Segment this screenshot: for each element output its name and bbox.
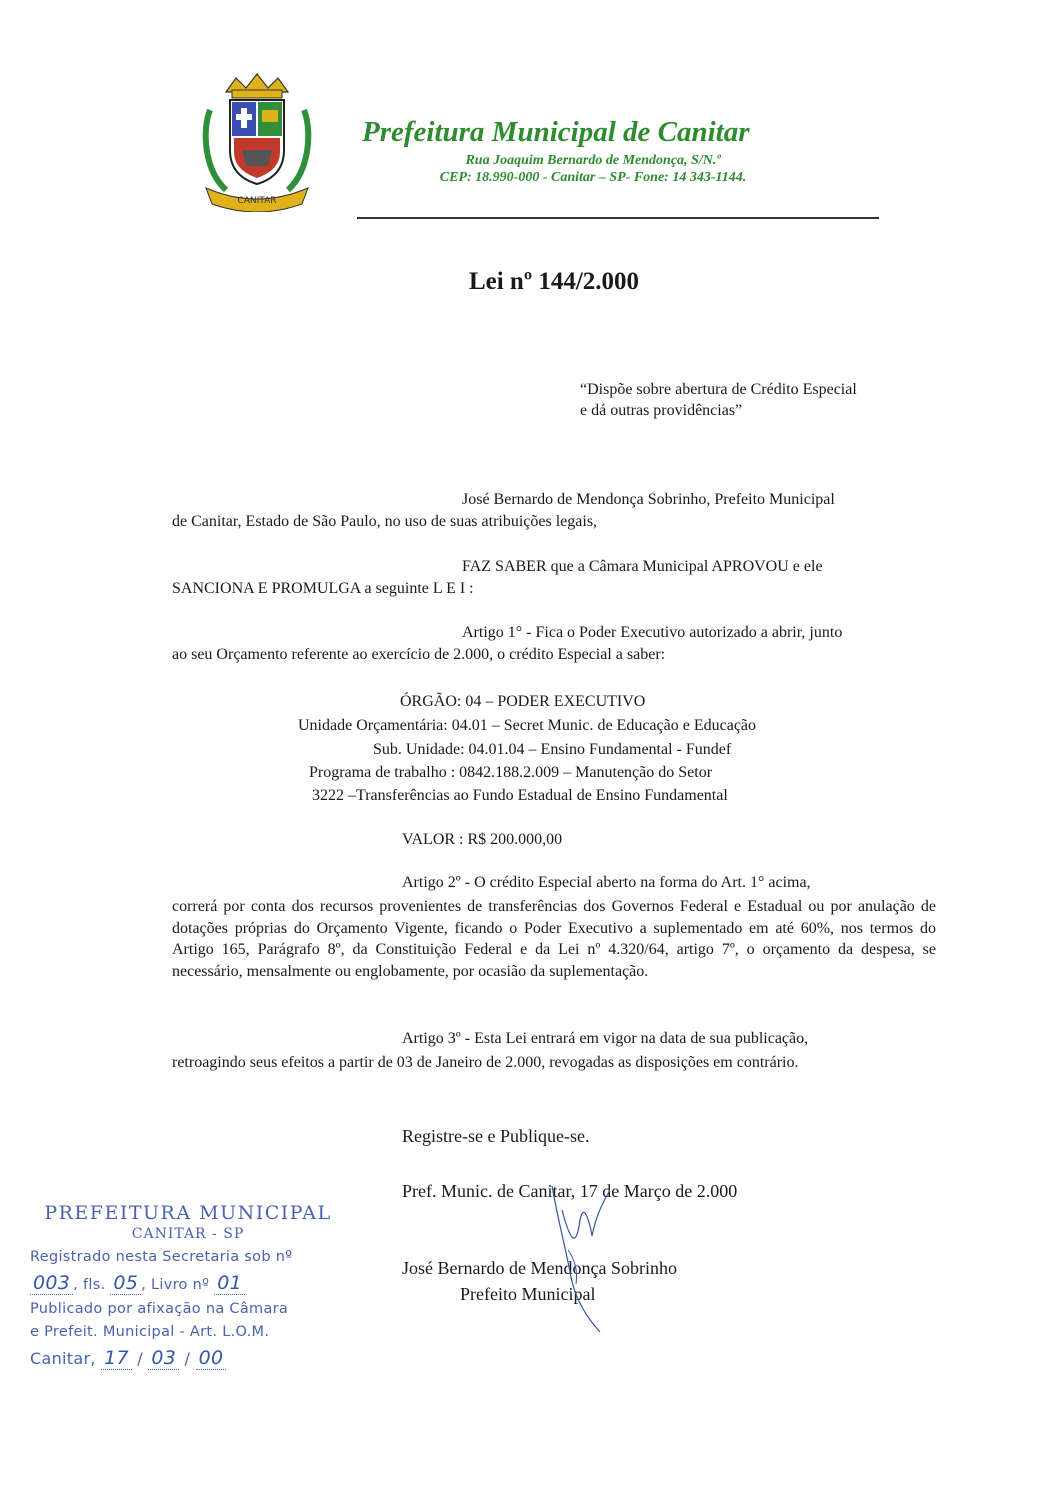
intro-line-1: José Bernardo de Mendonça Sobrinho, Prefeito Municipal	[462, 491, 835, 508]
org-address: Rua Joaquim Bernardo de Mendonça, S/N.º	[465, 153, 721, 168]
budget-programa: Programa de trabalho : 0842.188.2.009 – Manutenção do Setor	[309, 764, 713, 781]
registre-line: Registre-se e Publique-se.	[402, 1126, 590, 1146]
stamp-line-1: Registrado nesta Secretaria sob nº	[30, 1249, 293, 1265]
org-name: Prefeitura Municipal de Canitar	[362, 116, 750, 148]
org-address-block	[362, 152, 824, 186]
stamp-livro-number: 01	[214, 1272, 245, 1295]
org-contact: CEP: 18.990-000 - Canitar – SP- Fone: 14 343-1144.	[439, 170, 747, 185]
stamp-day: 17	[101, 1347, 132, 1370]
budget-sub-unidade: Sub. Unidade: 04.01.04 – Ensino Fundamental - Fundef	[373, 741, 732, 758]
artigo1-line-2: ao seu Orçamento referente ao exercício de 2.000, o crédito Especial a saber:	[172, 646, 666, 663]
faz-saber-line-1: FAZ SABER que a Câmara Municipal APROVOU e ele	[462, 558, 823, 575]
stamp-title: PREFEITURA MUNICIPAL	[44, 1202, 332, 1224]
budget-unidade: Unidade Orçamentária: 04.01 – Secret Munic. de Educação e Educação	[298, 717, 757, 734]
budget-elemento: 3222 –Transferências ao Fundo Estadual de Ensino Fundamental	[312, 787, 728, 804]
date-line: Pref. Munic. de Canitar, 17 de Março de 2.000	[402, 1181, 738, 1201]
handwritten-signature	[540, 1180, 630, 1340]
law-title: Lei nº 144/2.000	[468, 268, 640, 295]
stamp-subtitle: CANITAR - SP	[131, 1226, 245, 1242]
signer-name: José Bernardo de Mendonça Sobrinho	[402, 1258, 677, 1278]
artigo2-body: correrá por conta dos recursos provenientes de transferências dos Governos Federal e Estadual ou por anulação de dotações próprias do Orçamento Vigente, ficando o Poder Executivo a suplementado em até 60%, nos termos do Artigo 165, Parágrafo 8º, da Constituição Federal e da Lei nº 4.320/64, artigo 7º, o orçamento da despesa, se necessário, mensalmente ou englobamente, por ocasião da suplementação.	[172, 898, 936, 980]
ementa	[580, 379, 857, 421]
stamp-month: 03	[148, 1347, 179, 1370]
header-divider	[357, 217, 879, 219]
stamp-date-line: Canitar, 17 / 03 / 00	[30, 1347, 346, 1369]
artigo3-body: retroagindo seus efeitos a partir de 03 de Janeiro de 2.000, revogadas as disposições em contrário.	[172, 1054, 799, 1071]
stamp-line-4: e Prefeit. Municipal - Art. L.O.M.	[30, 1324, 270, 1340]
budget-valor: VALOR : R$ 200.000,00	[402, 831, 563, 848]
stamp-fls-number: 05	[110, 1272, 141, 1295]
ementa-line-2: e dá outras providências”	[580, 402, 743, 419]
faz-saber-line-2: SANCIONA E PROMULGA a seguinte L E I :	[172, 580, 474, 597]
signer-title: Prefeito Municipal	[460, 1284, 596, 1304]
municipal-crest-logo	[196, 70, 318, 212]
stamp-city-label: Canitar,	[30, 1349, 96, 1368]
stamp-registro-number: 003	[30, 1272, 73, 1295]
stamp-year: 00	[196, 1347, 227, 1370]
artigo2-first-line: Artigo 2º - O crédito Especial aberto na forma do Art. 1° acima,	[402, 874, 811, 891]
budget-orgao: ÓRGÃO: 04 – PODER EXECUTIVO	[400, 693, 646, 710]
stamp-fls-label: , fls.	[73, 1277, 106, 1293]
registration-stamp	[30, 1202, 346, 1369]
ementa-line-1: “Dispõe sobre abertura de Crédito Especial	[580, 381, 857, 398]
svg-text:CANITAR: CANITAR	[237, 196, 277, 206]
stamp-line-2	[30, 1272, 346, 1294]
artigo3-first-line: Artigo 3º - Esta Lei entrará em vigor na data de sua publicação,	[402, 1030, 809, 1047]
stamp-livro-label: , Livro nº	[141, 1277, 210, 1293]
stamp-line-3: Publicado por afixação na Câmara	[30, 1301, 289, 1317]
intro-line-2: de Canitar, Estado de São Paulo, no uso de suas atribuições legais,	[172, 513, 598, 530]
artigo1-line-1: Artigo 1° - Fica o Poder Executivo autorizado a abrir, junto	[462, 624, 843, 641]
